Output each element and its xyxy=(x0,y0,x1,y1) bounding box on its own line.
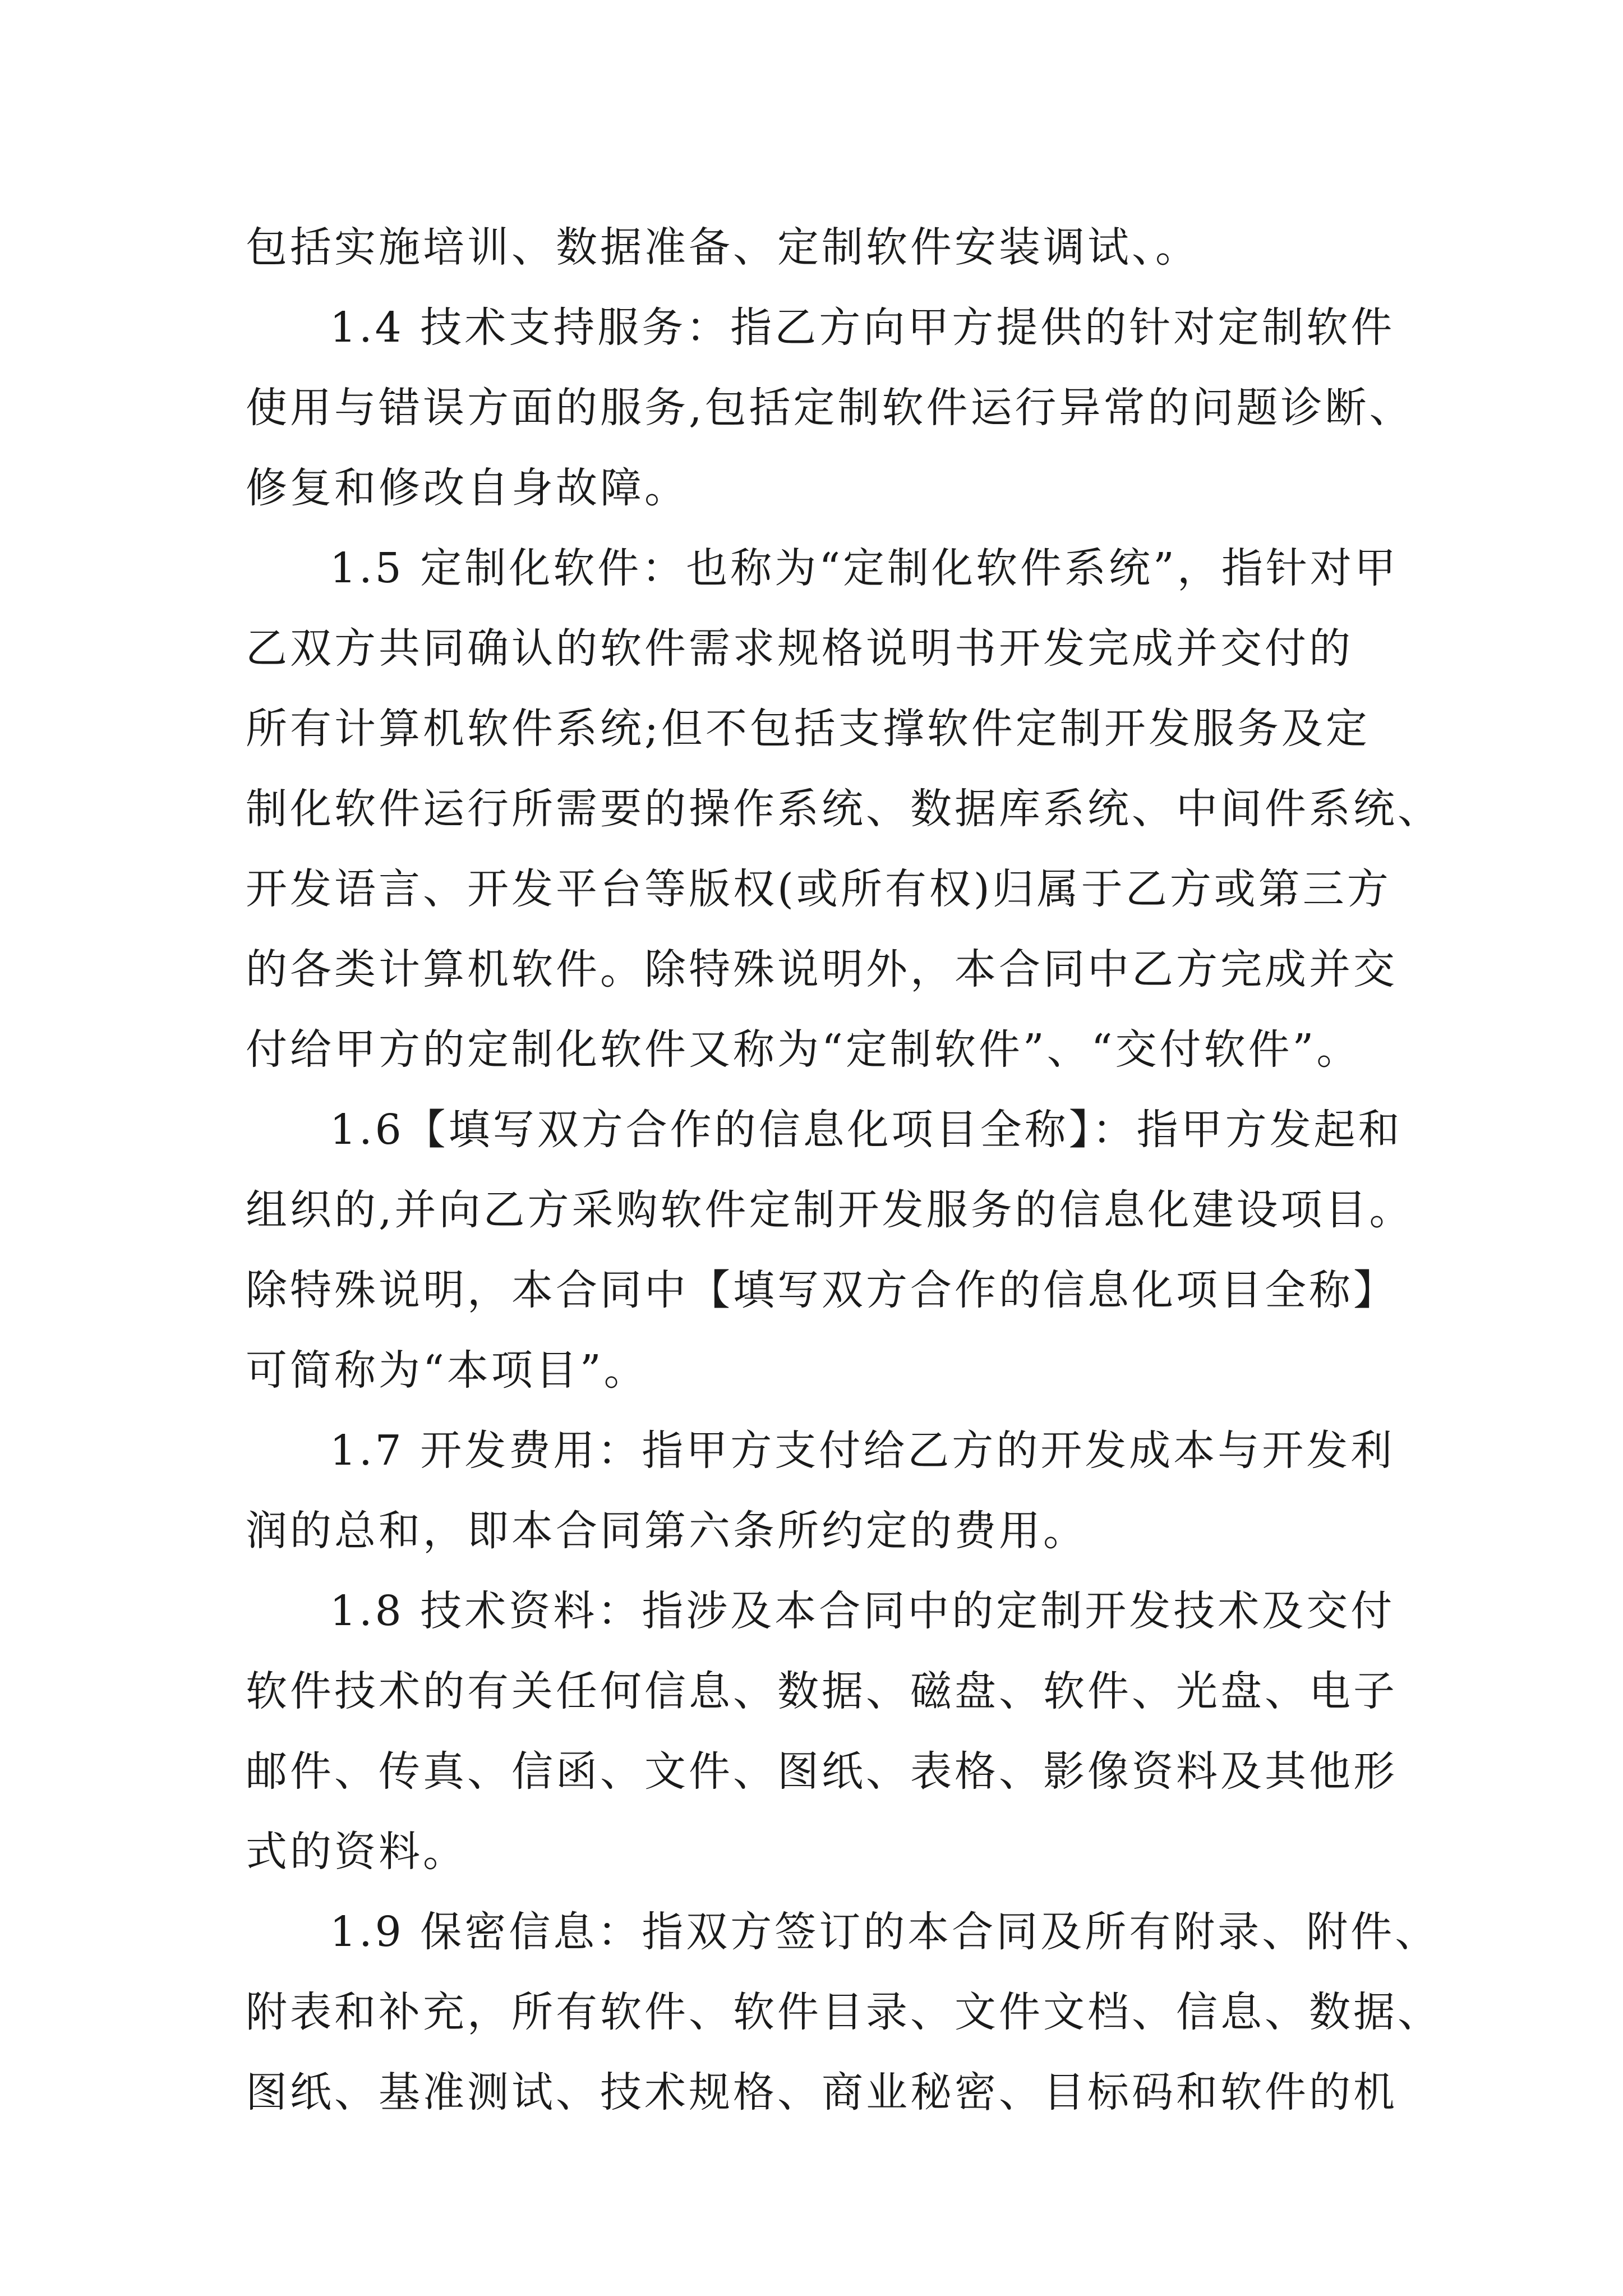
text-line: 润的总和，即本合同第六条所约定的费用。 xyxy=(246,1507,1087,1555)
text-line: 可简称为“本项目”。 xyxy=(246,1346,648,1395)
text-line: 附表和补充，所有软件、软件目录、文件文档、信息、数据、 xyxy=(246,1988,1442,2036)
text-line: 的各类计算机软件。除特殊说明外，本合同中乙方完成并交 xyxy=(246,945,1398,993)
text-line: 1.4 技术支持服务：指乙方向甲方提供的针对定制软件 xyxy=(330,303,1395,352)
text-line: 1.9 保密信息：指双方签订的本合同及所有附录、附件、 xyxy=(330,1908,1440,1956)
text-line: 式的资料。 xyxy=(246,1828,467,1876)
text-line: 1.8 技术资料：指涉及本合同中的定制开发技术及交付 xyxy=(330,1587,1395,1635)
text-line: 乙双方共同确认的软件需求规格说明书开发完成并交付的 xyxy=(246,624,1353,673)
text-line: 软件技术的有关任何信息、数据、磁盘、软件、光盘、电子 xyxy=(246,1667,1398,1715)
text-line: 图纸、基准测试、技术规格、商业秘密、目标码和软件的机 xyxy=(246,2068,1398,2116)
text-line: 1.5 定制化软件：也称为“定制化软件系统”，指针对甲 xyxy=(330,544,1399,592)
text-line: 开发语言、开发平台等版权(或所有权)归属于乙方或第三方 xyxy=(246,865,1391,913)
text-line: 1.7 开发费用：指甲方支付给乙方的开发成本与开发利 xyxy=(330,1427,1395,1475)
text-line: 修复和修改自身故障。 xyxy=(246,464,689,512)
text-line: 组织的,并向乙方采购软件定制开发服务的信息化建设项目。 xyxy=(246,1186,1414,1234)
text-line: 除特殊说明，本合同中【填写双方合作的信息化项目全称】 xyxy=(246,1266,1398,1314)
text-line: 邮件、传真、信函、文件、图纸、表格、影像资料及其他形 xyxy=(246,1747,1398,1796)
text-line: 所有计算机软件系统;但不包括支撑软件定制开发服务及定 xyxy=(246,705,1370,753)
text-line: 包括实施培训、数据准备、定制软件安装调试、。 xyxy=(246,223,1200,272)
document-body xyxy=(246,208,1442,2133)
text-line: 1.6【填写双方合作的信息化项目全称】：指甲方发起和 xyxy=(330,1106,1403,1154)
text-line: 使用与错误方面的服务,包括定制软件运行异常的问题诊断、 xyxy=(246,384,1414,432)
text-line: 付给甲方的定制化软件又称为“定制软件”、“交付软件”。 xyxy=(246,1025,1361,1074)
text-line: 制化软件运行所需要的操作系统、数据库系统、中间件系统、 xyxy=(246,785,1442,833)
